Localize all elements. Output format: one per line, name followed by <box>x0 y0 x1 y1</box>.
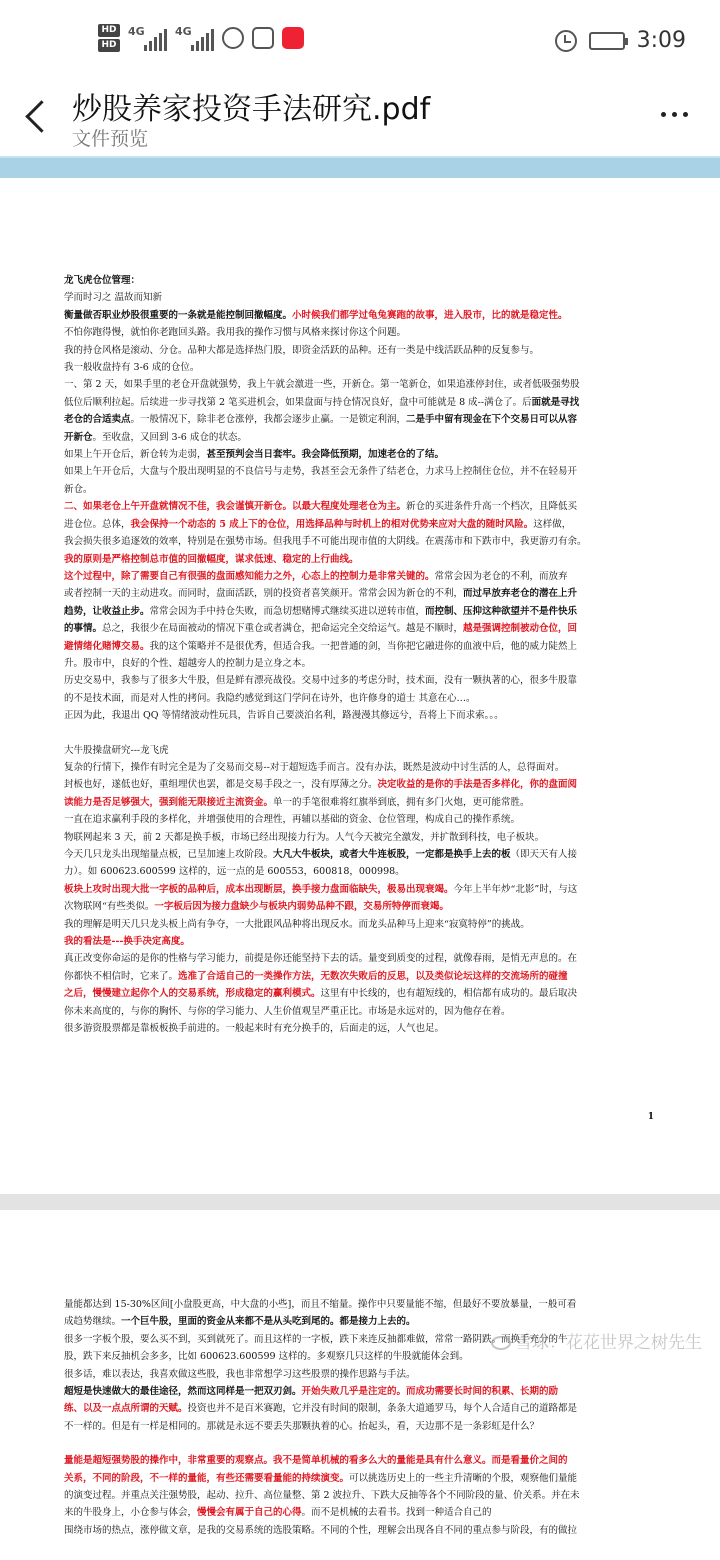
text-line <box>64 1452 662 1469</box>
text-segment: 可以挑选历史上的一些主升清晰的个股，观察他们量能 <box>349 1472 578 1484</box>
file-subtitle: 文件预览 <box>72 128 149 150</box>
text-segment: 成趋势继续。 <box>64 1316 122 1328</box>
text-line <box>64 1296 662 1313</box>
text-line <box>64 776 662 793</box>
text-line <box>64 481 662 498</box>
hand-icon <box>252 27 274 49</box>
text-segment: 投资也并不是百米赛跑，它并没有时间的限制，条条大道通罗马，每个人合适自己的道路都是 <box>187 1403 578 1415</box>
text-line <box>64 289 662 306</box>
hd-badge-2: HD <box>98 39 120 52</box>
text-segment: 力）。如 600623.600599 这样的，远一点的是 600553，600818，000998。 <box>64 866 405 878</box>
app-bar <box>0 82 720 156</box>
text-line <box>64 898 662 915</box>
network-type-2: 4G <box>175 25 192 38</box>
text-line <box>64 1020 662 1037</box>
text-segment: 来的牛股身上，小仓参与体会， <box>64 1507 198 1519</box>
text-line <box>64 1383 662 1400</box>
text-line <box>64 585 662 602</box>
text-segment: 避情绪化赌博交易。 <box>64 640 150 652</box>
text-segment: 低位后顺利拉起。后续进一步寻找第 2 笔买进机会，如果盘面与持仓情况良好，盘中可能就是 8 成--满仓了。后 <box>64 396 532 408</box>
text-line <box>64 429 662 446</box>
text-segment: 这里有中长线的，也有超短线的，相信都有成功的。最后取决 <box>320 988 578 1000</box>
text-segment: 你都快不相信时，它来了。 <box>64 970 179 982</box>
text-line <box>64 1366 662 1383</box>
status-right-icons <box>555 28 686 53</box>
status-bar <box>0 0 720 82</box>
text-segment: 决定收益的是你的手法是否多样化，你的盘面阅 <box>377 779 578 791</box>
text-line <box>64 342 662 359</box>
text-segment: 常常会因为老仓的不利，而放弃 <box>434 570 568 582</box>
text-line <box>64 1470 662 1487</box>
text-line <box>64 1003 662 1020</box>
text-segment: 衡量做否职业炒股很重要的一条就是能控制回撤幅度。 <box>64 309 293 321</box>
text-segment: 物联网起来 3 天，前 2 天都是换手板，市场已经出现接力行为。人气今天被完全激发，并扩散到科技，电子板块。 <box>64 831 545 843</box>
text-segment: 很多一字板个股，要么买不到，买到就死了。而且这样的一字板，跌下来连反抽都难做，常常一路阴跌。而换手充分的牛 <box>64 1333 568 1345</box>
text-segment: 趋势，让收益止步。 <box>64 605 150 617</box>
pdf-page-2 <box>0 1210 720 1560</box>
text-line <box>64 846 662 863</box>
more-options-icon[interactable] <box>661 112 688 117</box>
text-segment: 正因为此，我退出 QQ 等情绪波动性玩具，告诉自己要淡泊名利，路漫漫其修远兮，吾将上下而求索。。。 <box>64 710 504 722</box>
alarm-icon <box>555 30 577 52</box>
text-segment: 量能都达到 15-30%区间[小盘股更高，中大盘的小些]，而且不缩量。操作中只要量能不缩，但最好不要放暴量，一般可看 <box>64 1299 577 1310</box>
text-line <box>64 707 662 724</box>
text-line <box>64 568 662 585</box>
text-segment: 甚至预判会当日套牢。我会降低预期，加速老仓的了结。 <box>206 449 445 461</box>
text-segment: 之后，慢慢建立起你个人的交易系统，形成稳定的赢利模式。 <box>64 988 321 1000</box>
text-segment: 如果上午开仓后，大盘与个股出现明显的不良信号与走势，我甚至会无条件了结老仓，力求马上控制住仓位，并不在轻易开 <box>64 466 578 478</box>
text-segment: 很多游资股票都是靠板板换手前进的。一般起来时有充分换手的，后面走的远，人气也足。 <box>64 1023 445 1035</box>
text-line <box>64 933 662 950</box>
text-line <box>64 1522 662 1539</box>
text-line <box>64 863 662 880</box>
text-line <box>64 638 662 655</box>
notification-app-icon <box>222 27 244 49</box>
text-segment: 常常会因为手中持仓失败，而急切想赌博式继续买进以逆转市值， <box>149 605 426 617</box>
text-segment: 不怕你跑得慢，就怕你老跑回头路。我用我的操作习惯与风格来探讨你这个问题。 <box>64 327 407 339</box>
text-line <box>64 1400 662 1417</box>
text-segment: 练、以及一点点所谓的天赋。 <box>64 1403 188 1415</box>
text-segment: 这个过程中，除了需要自己有很强的盘面感知能力之外，心态上的控制力是非常关键的。 <box>64 570 435 582</box>
text-segment: 关系，不同的阶段，不一样的量能，有些还需要看量能的持续演变。 <box>64 1472 350 1484</box>
text-segment: 板块上攻时出现大批一字板的品种后，成本出现断层，换手接力盘面临缺失，极易出现衰竭。 <box>64 883 454 895</box>
text-line <box>64 620 662 637</box>
text-segment: 我会保持一个动态的 5 成上下的仓位，用选择品种与时机上的相对优势来应对大盘的随时风险。 <box>130 518 534 530</box>
page-1-text <box>64 272 662 1037</box>
text-segment: 二是手中留有现金在下个交易日可以从容 <box>406 414 578 426</box>
hd-indicators <box>98 24 120 52</box>
text-line <box>64 603 662 620</box>
text-segment: 进仓位。总体， <box>64 518 131 530</box>
text-segment: 总之，我很少在局面被动的情况下重仓或者满仓，把命运完全交给运气。越是不顺时， <box>102 623 464 635</box>
text-segment: 开新仓 <box>64 431 93 443</box>
text-line <box>64 272 662 289</box>
text-line <box>64 690 662 707</box>
text-segment: 新仓。 <box>64 483 93 495</box>
text-line <box>64 359 662 376</box>
text-line <box>64 759 662 776</box>
file-title: 炒股养家投资手法研究.pdf <box>72 92 431 127</box>
text-line <box>64 463 662 480</box>
text-segment: 。至收盘，又回到 3-6 成仓的状态。 <box>92 431 247 443</box>
text-segment: 大牛股操盘研究---龙飞虎 <box>64 744 169 756</box>
text-segment: 复杂的行情下，操作有时完全是为了交易而交易--对于超短选手而言。没有办法，既然是波动中讨生活的人，总得面对。 <box>64 761 565 773</box>
text-line <box>64 829 662 846</box>
text-line <box>64 516 662 533</box>
news-app-icon <box>282 27 304 49</box>
text-segment: 选准了合适自己的一类操作方法，无数次失败后的反思，以及类似论坛这样的交流场所的碰撞 <box>178 970 568 982</box>
text-segment: 大凡大牛板块，或者大牛连板股，一定都是换手上去的板 <box>273 849 511 860</box>
text-line <box>64 307 662 324</box>
text-segment: 的事情。 <box>64 623 103 635</box>
text-line <box>64 725 662 742</box>
text-line <box>64 1418 662 1435</box>
text-line <box>64 411 662 428</box>
text-segment: 龙飞虎仓位管理： <box>64 275 141 286</box>
text-segment: 学而时习之 温故而知新 <box>64 292 163 304</box>
text-line <box>64 968 662 985</box>
text-segment: 我的这个策略并不是很优秀，但适合我。一把普通的剑，当你把它融进你的血液中后，他的威力陡然上 <box>149 640 578 652</box>
text-line <box>64 324 662 341</box>
text-line <box>64 551 662 568</box>
page-number: 1 <box>647 1112 654 1122</box>
text-line <box>64 742 662 759</box>
pdf-page-1 <box>0 178 720 1194</box>
text-segment: 如果上午开仓后，新仓转为走弱， <box>64 449 207 461</box>
text-segment: 面就是寻找 <box>531 396 580 408</box>
text-line <box>64 1487 662 1504</box>
watermark <box>491 1328 702 1353</box>
signal-icon-2 <box>175 25 214 51</box>
text-segment: 很多话，难以表达，我喜欢做这些股，我也非常想学习这些股票的操作思路与手法。 <box>64 1368 416 1380</box>
text-segment: 历史交易中，我参与了很多大牛股，但是鲜有漂亮战役。交易中过多的考虑分时，技术面，没有一颗执著的心，很多牛股靠 <box>64 675 578 687</box>
text-line <box>64 916 662 933</box>
text-segment: 封板也好，遂低也好，重组埋伏也罢，都是交易手段之一，没有厚薄之分。 <box>64 779 378 791</box>
text-segment: 读能力是否足够强大，强到能无限接近主流资金。 <box>64 796 274 808</box>
text-segment: （即天天有人接 <box>510 849 578 860</box>
text-segment: 一直在追求赢利手段的多样化，并增强使用的合理性，再辅以基础的资金、仓位管理，构成自己的操作系统。 <box>64 814 521 826</box>
text-segment: 一字板后因为接力盘缺少与板块内弱势品种不跟，交易所特停而衰竭。 <box>154 901 449 913</box>
watermark-text: 雪球：花花世界之树先生 <box>515 1333 702 1353</box>
text-segment: 慢慢会有属于自己的心得 <box>197 1507 302 1519</box>
status-left-icons <box>98 24 304 52</box>
text-segment: 的不是技术面，而是对人性的拷问。我隐约感觉到这门学问在诗外，也许修身的道士 其意在心…。 <box>64 692 476 704</box>
text-segment: 股，跌下来反抽机会多多，比如 600623.600599 这样的。多观察几只这样的牛股就能体会到。 <box>64 1351 469 1363</box>
text-segment: 而过早放弃老仓的潜在上升 <box>463 588 578 600</box>
loading-strip <box>0 156 720 178</box>
text-segment: 而控制、压抑这种欲望并不是件快乐 <box>425 605 578 617</box>
text-segment: 越是强调控制被动仓位，回 <box>463 623 578 635</box>
text-segment: 我的看法是---换手决定高度。 <box>64 936 190 948</box>
text-line <box>64 985 662 1002</box>
text-line <box>64 655 662 672</box>
text-segment: 我的理解是明天几只龙头板上尚有争夺，一大批跟风品种将出现反水。而龙头品种马上迎来“寂寞特停”的挑战。 <box>64 918 530 930</box>
text-line <box>64 1435 662 1452</box>
text-segment: 我会损失很多追逐效的效率，特别是在强势市场。但我甩手不可能出现市值的大阴线。在震荡市和下跌市中，我更游刃有余。 <box>64 536 587 548</box>
page-separator <box>0 1194 720 1210</box>
text-line <box>64 498 662 515</box>
text-line <box>64 672 662 689</box>
text-segment: 今年上半年炒“北影”时，与这 <box>453 883 578 895</box>
text-segment: 这样做， <box>533 518 572 530</box>
clock: 3:09 <box>636 28 686 53</box>
text-segment: 一、第 2 天，如果手里的老仓开盘就强势，我上午就会激进一些，开新仓。第一笔新仓，如果追涨停封住，或者低吸强势股 <box>64 379 580 391</box>
text-line <box>64 1504 662 1521</box>
text-line <box>64 394 662 411</box>
text-line <box>64 811 662 828</box>
signal-icon-1 <box>128 25 167 51</box>
text-line <box>64 376 662 393</box>
text-segment: 的演变过程。并重点关注强势股，起动、拉升、高位量整、第 2 波拉升、下跌大反抽等各个不同阶段的量、价关系。并在未 <box>64 1490 580 1502</box>
text-segment: 我的持仓风格是滚动、分仓。品种大都是选择热门股，即资金活跃的品种。还有一类是中线活跃品种的反复参与。 <box>64 344 540 356</box>
text-segment: 超短是快速做大的最佳途径，然而这同样是一把双刃剑。 <box>64 1386 302 1398</box>
text-line <box>64 533 662 550</box>
text-segment: 开始失败几乎是注定的。而成功需要长时间的积累、长期的励 <box>301 1386 559 1398</box>
text-segment: 。而不是机械的去看书。找到一种适合自己的 <box>301 1507 492 1519</box>
text-segment: 老仓的合适卖点 <box>64 414 131 426</box>
text-segment: 量能是超短强势股的操作中，非常重要的观察点。我不是简单机械的看多么大的量能是具有什么意义。而是看量价之间的 <box>64 1455 568 1467</box>
text-segment: 我的原则是严格控制总市值的回撤幅度，谋求低速、稳定的上行曲线。 <box>64 553 359 565</box>
text-line <box>64 881 662 898</box>
battery-icon <box>589 32 625 50</box>
back-arrow-icon[interactable] <box>20 96 50 136</box>
text-segment: 单一的手笔很难将红旗举到底，拥有多门火炮，更可能常胜。 <box>273 796 530 808</box>
text-segment: 二、如果老仓上午开盘就情况不佳，我会谨慎开新仓。以最大程度处理老仓为主。 <box>64 501 407 513</box>
text-line <box>64 950 662 967</box>
text-segment: 小时候我们都学过龟兔赛跑的故事，进入股市，比的就是稳定性。 <box>292 309 568 321</box>
network-type-1: 4G <box>128 25 145 38</box>
text-segment: 次物联网“有些类似。 <box>64 901 155 913</box>
text-segment: 。一般情况下，除非老仓涨停，我都会逐步止赢。一是锁定利润， <box>130 414 407 426</box>
text-segment: 不一样的。但是有一样是相同的。那就是永远不要丢失那颗执着的心。抬起头，看，天边那不是一条彩虹是什么？ <box>64 1420 540 1432</box>
text-segment: 升。股市中，良好的个性、超越旁人的控制力是立身之本。 <box>64 657 312 669</box>
hd-badge-1: HD <box>98 24 120 37</box>
text-line <box>64 794 662 811</box>
snowball-logo-icon <box>491 1336 511 1350</box>
text-line <box>64 446 662 463</box>
text-segment: 今天几只龙头出现缩量点板，已呈加速上攻阶段。 <box>64 849 274 860</box>
text-segment: 你未来高度的，与你的胸怀、与你的学习能力、人生价值观呈严重正比。市场是永远对的，因为他存在着。 <box>64 1005 511 1017</box>
text-segment: 新仓的买进条件升高一个档次，且降低买 <box>406 501 578 513</box>
text-segment: 或者控制一天的主动进攻。而同时，盘面活跃，别的投资者喜笑颜开。常常会因为新仓的不利， <box>64 588 464 600</box>
text-segment: 围绕市场的热点，涨停做文章，是我的交易系统的选股策略。不同的个性，理解会出现各自不同的重点参与阶段，有的做拉 <box>64 1524 578 1536</box>
text-segment: 真正改变你命运的是你的性格与学习能力，前提是你还能坚持下去的话。量变到质变的过程，就像春雨，是悄无声息的。在 <box>64 953 578 965</box>
text-segment: 一个巨牛股，里面的资金从来都不是从头吃到尾的。都是接力上去的。 <box>121 1316 416 1328</box>
text-segment: 我一般收盘持有 3-6 成的仓位。 <box>64 362 200 374</box>
